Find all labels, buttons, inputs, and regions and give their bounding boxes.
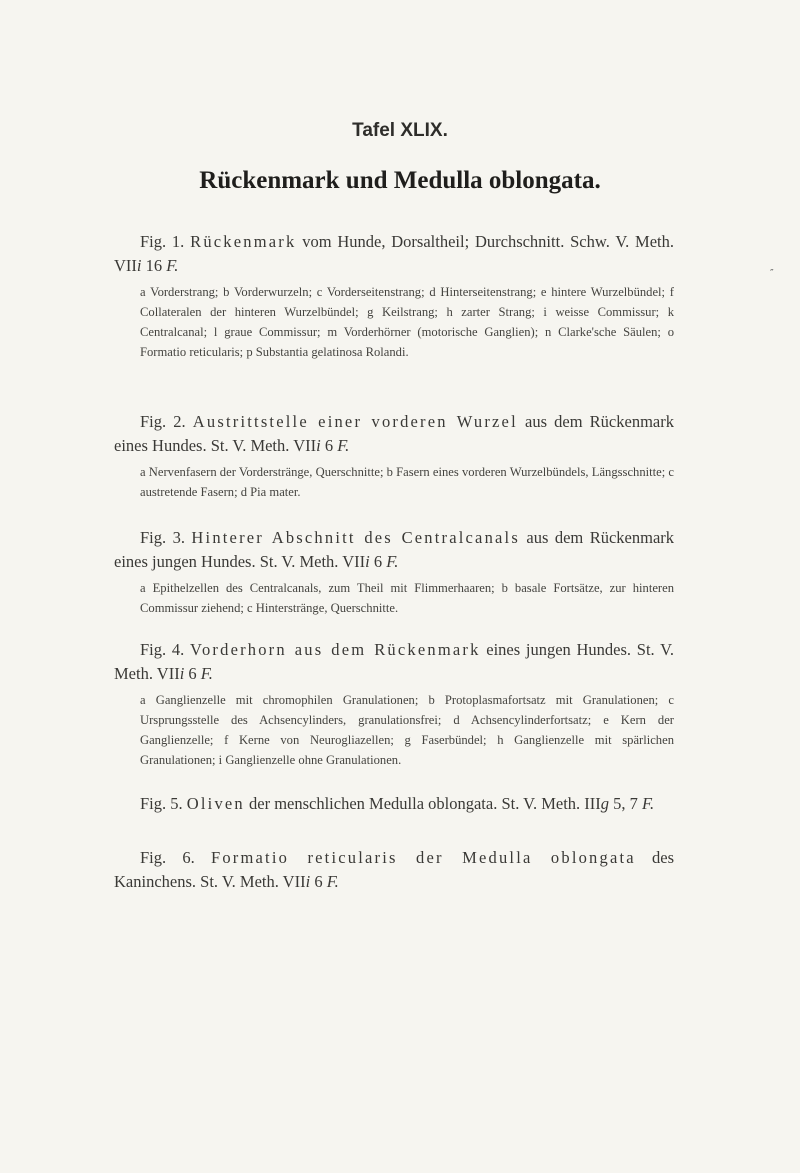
figure-caption (114, 638, 674, 686)
figure-caption (114, 846, 674, 894)
figure-description: vom Hunde, Dorsaltheil; Durchschnitt. Schw. V. Meth. VII (114, 232, 674, 275)
figure-subject: Oliven (186, 794, 245, 813)
figure-legend: a Ganglienzelle mit chromophilen Granulationen; b Protoplasmafortsatz mit Granulationen; c Ursprungsstelle des Achsencylinders, granulationsfrei; d Achsencylinderfortsatz; e Kern der Ganglienzelle; f Kerne von Neurogliazellen; g Faserbündel; h Ganglienzelle mit spärlichen Granulationen; i Ganglienzelle ohne Granulationen. (140, 693, 674, 767)
figure-subject: Austrittstelle einer vorderen Wurzel (192, 412, 518, 431)
method-variant: i (179, 664, 185, 683)
figure-6 (114, 846, 674, 894)
figure-caption (114, 230, 674, 278)
method-variant: i (136, 256, 142, 275)
figure-description: aus dem Rückenmark eines jungen Hundes. St. V. Meth. VII (114, 528, 675, 571)
plate-label: Tafel XLIX. (352, 120, 448, 141)
magnification-unit: F. (200, 664, 213, 683)
method-variant: i (305, 872, 311, 891)
magnification: 6 (369, 552, 387, 571)
figure-number: Fig. 2. (140, 412, 186, 431)
figure-3 (114, 526, 674, 618)
figure-number: Fig. 6. (140, 848, 195, 867)
magnification-unit: F. (326, 872, 339, 891)
magnification-unit: F. (166, 256, 179, 275)
figure-legend: a Epithelzellen des Centralcanals, zum Theil mit Flimmerhaaren; b basale Fortsätze, zur hinteren Commissur ziehend; c Hinterstränge, Querschnitte. (140, 581, 674, 615)
figure-subject: Vorderhorn aus dem Rückenmark (189, 640, 481, 659)
figure-4 (114, 638, 674, 770)
figure-number: Fig. 1. (140, 232, 185, 251)
method-variant: i (365, 552, 370, 571)
figure-description: eines jungen Hundes. St. V. Meth. VII (114, 640, 675, 683)
figure-2 (114, 410, 674, 502)
figure-subject: Hinterer Abschnitt des Centralcanals (191, 528, 520, 547)
figure-caption (114, 526, 674, 574)
method-variant: i (316, 436, 321, 455)
figure-number: Fig. 3. (140, 528, 185, 547)
figure-legend: a Vorderstrang; b Vorderwurzeln; c Vorderseitenstrang; d Hinterseitenstrang; e hintere Wurzelbündel; f Collateralen der hinteren Wurzelbündel; g Keilstrang; h zarter Strang; i weisse Commissur; k Centralcanal; l graue Commissur; m Vorderhörner (motorische Ganglien); n Clarke'sche Säulen; o Formatio reticularis; p Substantia gelatinosa Rolandi. (140, 285, 674, 359)
figure-caption (114, 792, 674, 816)
magnification: 6 (310, 872, 327, 891)
magnification-unit: F. (386, 552, 399, 571)
figure-description: des Kaninchens. St. V. Meth. VII (114, 848, 675, 891)
figure-legend: a Nervenfasern der Vorderstränge, Querschnitte; b Fasern eines vorderen Wurzelbündels, Längsschnitte; c austretende Fasern; d Pia mater. (140, 465, 674, 499)
magnification: 16 (141, 256, 167, 275)
plate-title: Rückenmark und Medulla oblongata. (199, 167, 601, 194)
figure-description: aus dem Rückenmark eines Hundes. St. V. Meth. VII (114, 412, 674, 455)
magnification-unit: F. (642, 794, 655, 813)
magnification: 6 (320, 436, 338, 455)
magnification: 5, 7 (609, 794, 643, 813)
figure-subject: Rückenmark (190, 232, 297, 251)
figure-subject: Formatio reticularis der Medulla oblongata (210, 848, 636, 867)
figure-description: der menschlichen Medulla oblongata. St. V. Meth. III (244, 794, 601, 813)
magnification: 6 (184, 664, 201, 683)
figure-5 (114, 792, 674, 816)
magnification-unit: F. (337, 436, 350, 455)
method-variant: g (600, 794, 610, 813)
figure-1 (114, 230, 674, 362)
figure-caption (114, 410, 674, 458)
figure-number: Fig. 4. (140, 640, 185, 659)
figure-number: Fig. 5. (140, 794, 183, 813)
margin-mark-icon: ″ (770, 268, 774, 279)
